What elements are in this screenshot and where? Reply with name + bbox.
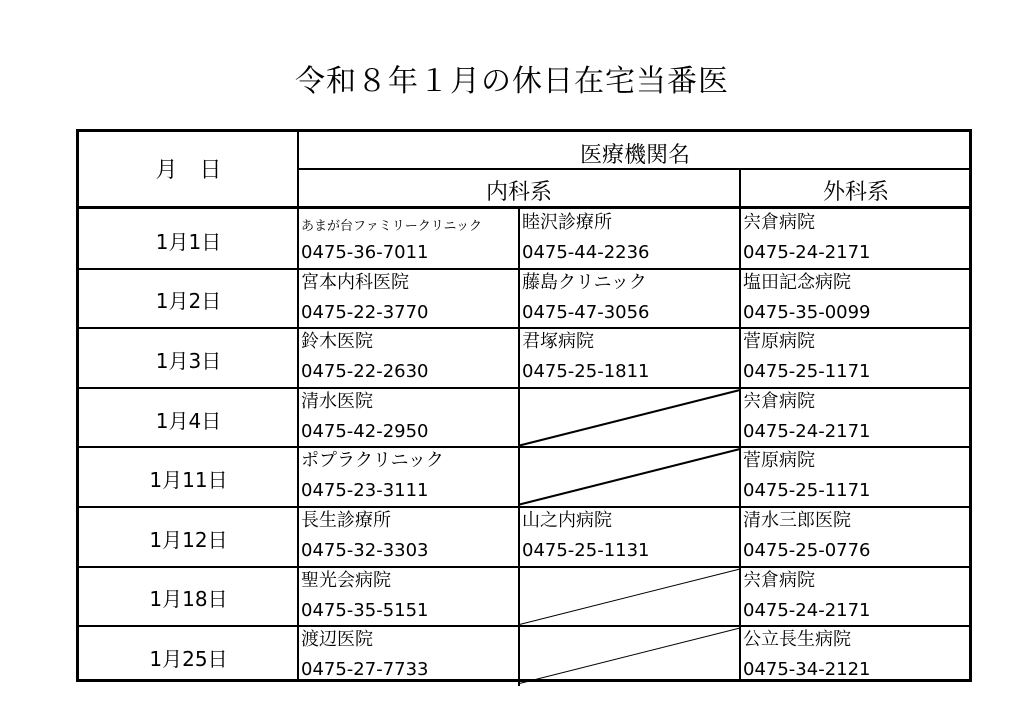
- header-date: 月 日: [155, 158, 222, 183]
- header-internal: 内科系: [485, 180, 552, 205]
- grid-line: [79, 327, 972, 329]
- empty-cell-slash: [519, 626, 740, 686]
- institution-name: 宍倉病院: [743, 212, 815, 233]
- header-institution: 医療機関名: [579, 143, 690, 168]
- slash-line: [519, 390, 740, 446]
- institution-name: ポプラクリニック: [301, 450, 444, 472]
- institution-name: 公立長生病院: [743, 629, 851, 651]
- phone-number: 0475-25-1811: [522, 361, 650, 383]
- institution-name: 清水三郎医院: [743, 510, 851, 531]
- phone-number: 0475-24-2171: [743, 242, 871, 263]
- phone-number: 0475-35-5151: [301, 599, 429, 621]
- institution-name: 聖光会病院: [301, 569, 391, 591]
- date-cell: 1月12日: [149, 527, 228, 552]
- slash-line: [519, 569, 740, 625]
- grid-line: [518, 328, 520, 388]
- empty-cell-slash: [519, 447, 740, 507]
- page-title: 令和８年１月の休日在宅当番医: [295, 64, 729, 99]
- phone-number: 0475-32-3303: [301, 540, 429, 561]
- institution-name: あまが台ファミリークリニック: [301, 219, 482, 234]
- phone-number: 0475-25-1171: [743, 361, 871, 383]
- phone-number: 0475-25-0776: [743, 540, 871, 561]
- phone-number: 0475-24-2171: [743, 420, 871, 442]
- institution-name: 清水医院: [301, 390, 373, 412]
- institution-name: 宍倉病院: [743, 390, 815, 412]
- date-cell: 1月3日: [155, 349, 222, 373]
- grid-line: [298, 168, 972, 170]
- date-cell: 1月2日: [155, 289, 222, 314]
- institution-name: 渡辺医院: [301, 629, 373, 651]
- phone-number: 0475-42-2950: [301, 420, 429, 442]
- date-cell: 1月1日: [155, 229, 222, 254]
- institution-name: 長生診療所: [301, 510, 391, 531]
- grid-line: [518, 269, 520, 329]
- phone-number: 0475-24-2171: [743, 599, 871, 621]
- phone-number: 0475-47-3056: [522, 301, 650, 323]
- institution-name: 鈴木医院: [301, 331, 373, 353]
- grid-line: [79, 268, 972, 270]
- institution-name: 菅原病院: [743, 450, 815, 472]
- phone-number: 0475-34-2121: [743, 659, 871, 681]
- institution-name: 宮本内科医院: [301, 271, 409, 293]
- institution-name: 宍倉病院: [743, 569, 815, 591]
- phone-number: 0475-35-0099: [743, 301, 871, 323]
- phone-number: 0475-27-7733: [301, 659, 429, 681]
- grid-line: [518, 507, 520, 567]
- institution-name: 藤島クリニック: [522, 271, 647, 293]
- grid-line: [79, 206, 972, 209]
- duty-doctor-table: [76, 129, 972, 682]
- phone-number: 0475-22-3770: [301, 301, 429, 323]
- date-cell: 1月4日: [155, 408, 222, 433]
- phone-number: 0475-25-1171: [743, 480, 871, 502]
- date-cell: 1月18日: [149, 587, 228, 612]
- phone-number: 0475-44-2236: [522, 242, 650, 263]
- institution-name: 君塚病院: [522, 331, 594, 353]
- phone-number: 0475-25-1131: [522, 540, 650, 561]
- date-cell: 1月11日: [149, 468, 228, 493]
- phone-number: 0475-36-7011: [301, 242, 429, 263]
- grid-line: [518, 209, 520, 269]
- empty-cell-slash: [519, 388, 740, 448]
- empty-cell-slash: [519, 567, 740, 627]
- institution-name: 菅原病院: [743, 331, 815, 353]
- institution-name: 山之内病院: [522, 510, 612, 531]
- institution-name: 塩田記念病院: [743, 271, 851, 293]
- date-cell: 1月25日: [149, 647, 228, 671]
- slash-line: [519, 628, 740, 684]
- slash-line: [519, 449, 740, 505]
- phone-number: 0475-22-2630: [301, 361, 429, 383]
- institution-name: 睦沢診療所: [522, 212, 612, 233]
- phone-number: 0475-23-3111: [301, 480, 429, 502]
- header-surgical: 外科系: [822, 180, 889, 205]
